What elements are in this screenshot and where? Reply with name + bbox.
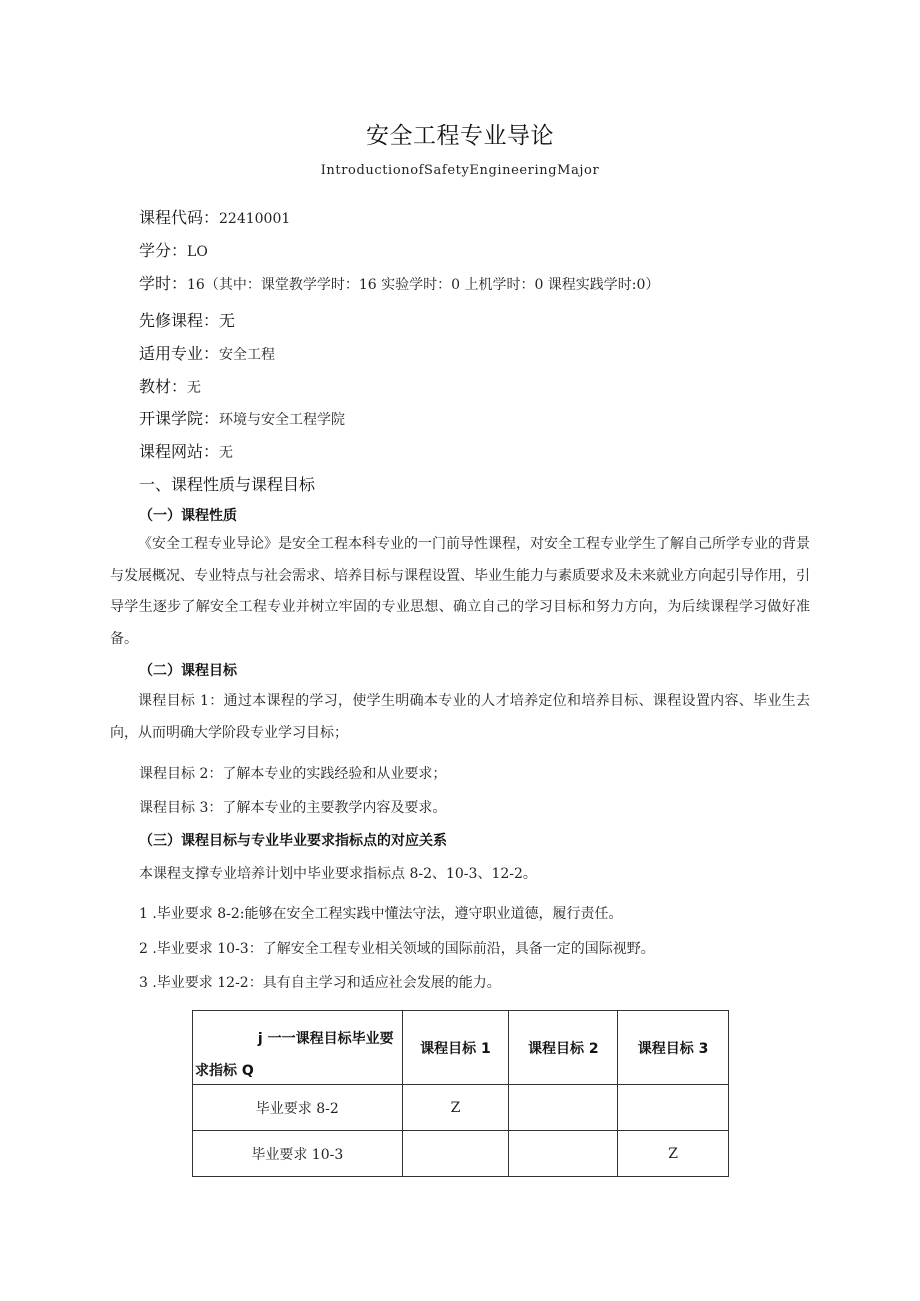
field-label: 课程网站： [139,442,220,461]
table-cell [402,1131,509,1177]
table-header-goal-1: 课程目标 1 [402,1011,509,1085]
section-heading: 一、课程性质与课程目标 [139,475,316,494]
field-value: 无 [187,380,202,396]
corner-label-top: j 一一课程目标毕业要 [257,1031,394,1047]
field-website [139,439,233,462]
field-label: 先修课程： [139,311,220,330]
mapping-intro: 本课程支撑专业培养计划中毕业要求指标点 8-2、10-3、12-2。 [139,866,537,882]
document-title: 安全工程专业导论 [366,123,554,149]
subsection-heading-mapping: （三）课程目标与专业毕业要求指标点的对应关系 [139,833,447,849]
table-row [193,1085,729,1131]
corner-label-bottom: 求指标 Q [195,1063,254,1079]
table-corner-cell [193,1011,403,1085]
table-row-label: 毕业要求 10-3 [193,1131,403,1177]
field-label: 课程代码： [139,208,220,227]
goal-requirement-table [192,1010,729,1177]
table-cell: Z [618,1131,729,1177]
table-header-goal-2: 课程目标 2 [509,1011,618,1085]
nature-paragraph: 《安全工程专业导论》是安全工程本科专业的一门前导性课程，对安全工程专业学生了解自己所学专业的背景与发展概况、专业特点与社会需求、培养目标与课程设置、毕业生能力与素质要求及未来就业方向起引导作用，引导学生逐步了解安全工程专业并树立牢固的专业思想、确立自己的学习目标和努力方向，为后续课程学习做好准备。 [110,536,810,647]
requirement-3: 3 .毕业要求 12-2：具有自主学习和适应社会发展的能力。 [139,975,501,991]
field-major [139,341,275,364]
goal-1-paragraph: 课程目标 1：通过本课程的学习，使学生明确本专业的人才培养定位和培养目标、课程设置内容、毕业生去向，从而明确大学阶段专业学习目标； [110,693,810,741]
field-label: 学时： [139,274,188,293]
field-credit [139,238,208,261]
field-value: 安全工程 [219,347,276,363]
field-value: LO [187,244,208,260]
subsection-heading-nature: （一）课程性质 [139,508,237,524]
document-subtitle: IntroductionofSafetyEngineeringMajor [320,163,600,178]
table-cell [618,1085,729,1131]
table-header-row [193,1011,729,1085]
field-label: 开课学院： [139,409,220,428]
requirement-1: 1 .毕业要求 8-2:能够在安全工程实践中懂法守法，遵守职业道德，履行责任。 [139,906,623,922]
table-header-goal-3: 课程目标 3 [618,1011,729,1085]
field-label: 教材： [139,377,188,396]
field-value: 无 [219,445,234,461]
table-row [193,1131,729,1177]
field-value: 环境与安全工程学院 [219,412,346,428]
field-textbook [139,374,201,397]
field-course-code [139,205,290,228]
table-row-label: 毕业要求 8-2 [193,1085,403,1131]
table-cell [509,1085,618,1131]
field-value: 22410001 [219,211,291,227]
table-cell [509,1131,618,1177]
field-label: 学分： [139,241,188,260]
field-label: 适用专业： [139,344,220,363]
goal-3-line: 课程目标 3：了解本专业的主要教学内容及要求。 [139,800,447,816]
requirement-2: 2 .毕业要求 10-3：了解安全工程专业相关领域的国际前沿，具备一定的国际视野。 [139,941,655,957]
subsection-heading-goals: （二）课程目标 [139,663,237,679]
field-college [139,406,345,429]
goal-2-line: 课程目标 2：了解本专业的实践经验和从业要求； [139,766,447,782]
field-value: 无 [219,311,236,330]
field-prerequisite [139,308,235,331]
table-cell: Z [402,1085,509,1131]
field-hours [139,271,659,294]
field-value: 16（其中：课堂教学学时：16 实验学时：0 上机学时：0 课程实践学时:0） [187,277,660,293]
